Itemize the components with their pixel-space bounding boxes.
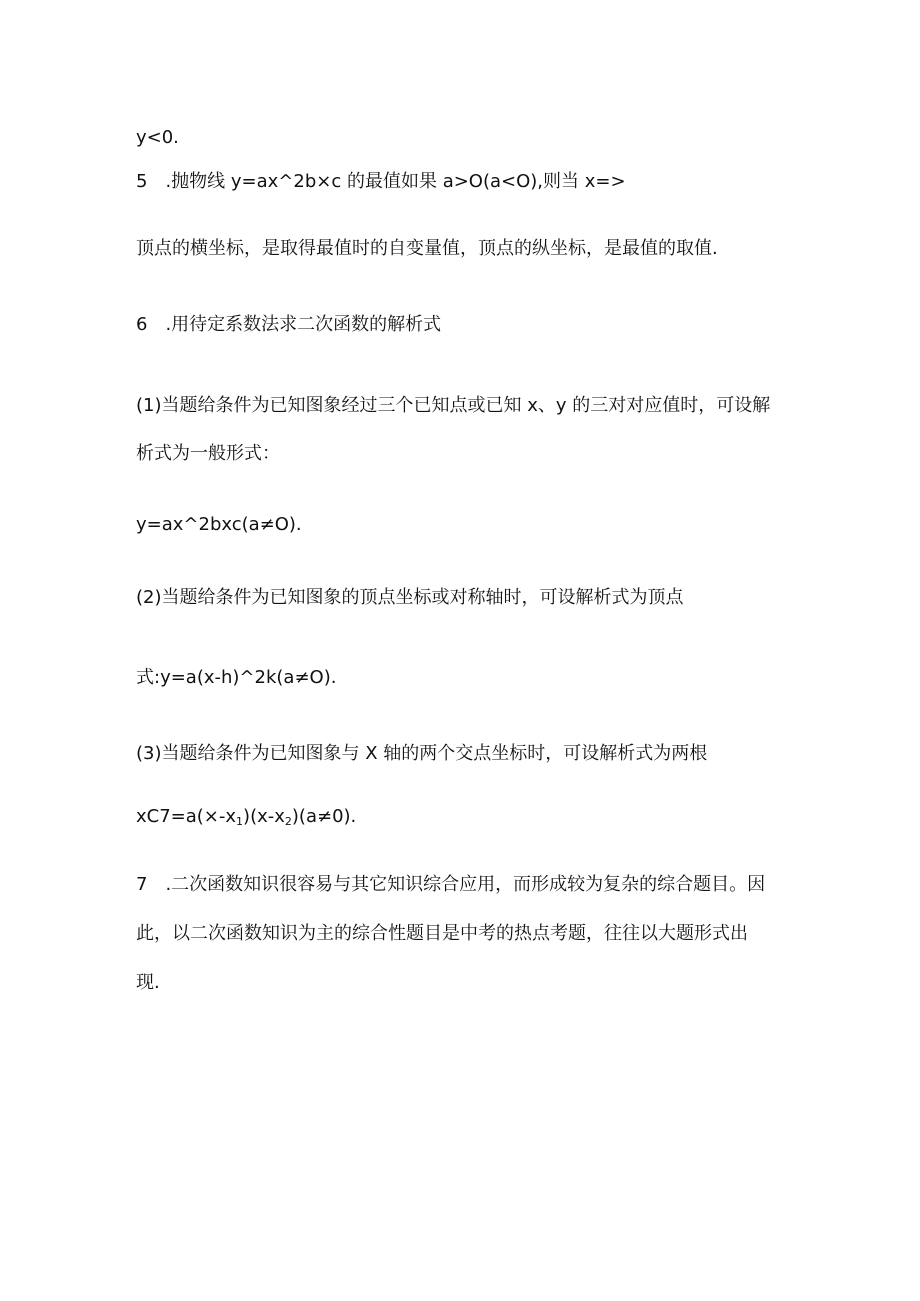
text-line-vertex-note: 顶点的横坐标，是取得最值时的自变量值，顶点的纵坐标，是最值的取值. — [136, 238, 718, 259]
text-line-item-5: 5 .抛物线 y=ax^2b×c 的最值如果 a>O(a<O),则当 x=> — [136, 171, 626, 192]
text-line-item-7-end: 现. — [136, 972, 160, 993]
roots-formula-lead: xC7=a(×-x — [136, 806, 237, 827]
text-line-case-1: (1)当题给条件为已知图象经过三个已知点或已知 x、y 的三对对应值时，可设解 — [136, 395, 771, 416]
roots-formula-sub1: 1 — [236, 815, 244, 828]
text-line-vertex-form: 式:y=a(x-h)^2k(a≠O). — [136, 667, 337, 688]
roots-formula-mid: )(x-x — [243, 806, 285, 827]
roots-formula-sub2: 2 — [284, 815, 292, 828]
text-line-general-form: y=ax^2bxc(a≠O). — [136, 514, 302, 535]
text-line-item-6: 6 .用待定系数法求二次函数的解析式 — [136, 314, 442, 335]
text-line-case-1-cont: 析式为一般形式： — [136, 443, 280, 464]
text-line-item-7-cont: 此，以二次函数知识为主的综合性题目是中考的热点考题，往往以大题形式出 — [136, 923, 748, 944]
text-line-case-3: (3)当题给条件为已知图象与 X 轴的两个交点坐标时，可设解析式为两根 — [136, 743, 708, 764]
text-line-roots-form — [136, 805, 356, 829]
text-line-1: y<0. — [136, 127, 179, 148]
text-line-item-7: 7 .二次函数知识很容易与其它知识综合应用，而形成较为复杂的综合题目。因 — [136, 874, 766, 895]
roots-formula-tail: )(a≠0). — [291, 806, 357, 827]
text-line-case-2: (2)当题给条件为已知图象的顶点坐标或对称轴时，可设解析式为顶点 — [136, 587, 684, 608]
